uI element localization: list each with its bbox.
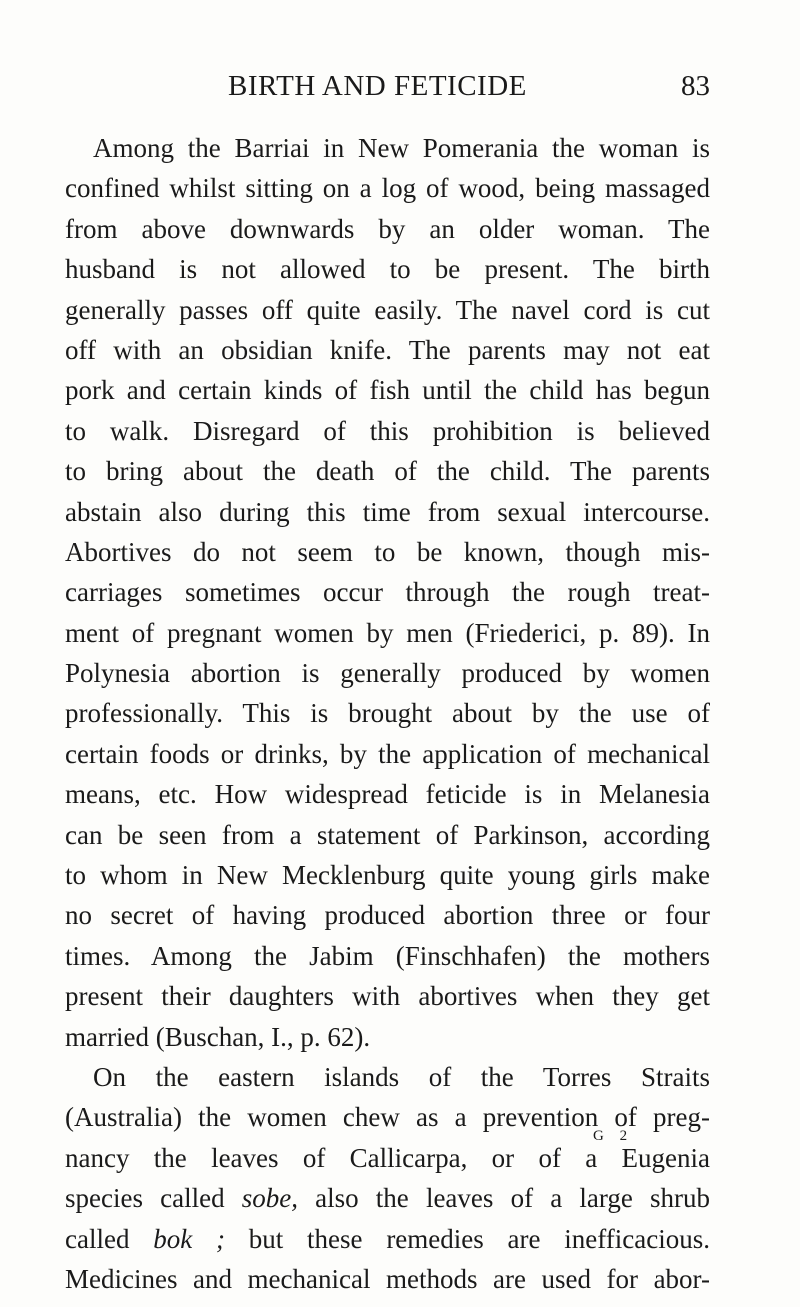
- text-line: [65, 1017, 710, 1057]
- text-line: [65, 1219, 710, 1259]
- text-segment: nancy the leaves of Callicarpa, or of a Eugenia: [65, 1142, 710, 1173]
- text-segment: times. Among the Jabim (Finschhafen) the mothers: [65, 940, 710, 971]
- text-segment: abstain also during this time from sexual intercourse.: [65, 496, 710, 527]
- text-segment: present their daughters with abortives when they get: [65, 981, 710, 1012]
- text-line: [65, 532, 710, 572]
- text-segment: to walk. Disregard of this prohibition is believed: [65, 415, 710, 446]
- text-line: [65, 168, 710, 208]
- text-segment: married (Buschan, I., p. 62).: [65, 1021, 371, 1052]
- italic-term: bok ;: [153, 1223, 225, 1254]
- body-text: [65, 128, 710, 1299]
- text-line: [65, 330, 710, 370]
- text-segment: generally passes off quite easily. The navel cord is cut: [65, 294, 710, 325]
- text-segment: called: [65, 1223, 154, 1254]
- text-line: [65, 370, 710, 410]
- text-line: [65, 290, 710, 330]
- page-number: 83: [681, 70, 710, 102]
- text-segment: certain foods or drinks, by the application of mechanical: [65, 738, 710, 769]
- text-segment: to bring about the death of the child. The parents: [65, 456, 710, 487]
- text-line: [65, 1178, 710, 1218]
- text-segment: professionally. This is brought about by the use of: [65, 698, 710, 729]
- text-segment: Abortives do not seem to be known, though mis-: [65, 536, 710, 567]
- text-line: [65, 734, 710, 774]
- text-segment: ment of pregnant women by men (Friederici, p. 89). In: [65, 617, 710, 648]
- text-line: [65, 895, 710, 935]
- text-line: [65, 1259, 710, 1299]
- text-segment: confined whilst sitting on a log of wood, being massaged: [65, 173, 710, 204]
- text-line: [65, 774, 710, 814]
- text-line: [65, 411, 710, 451]
- text-line: [65, 653, 710, 693]
- text-segment: Among the Barriai in New Pomerania the woman is: [93, 133, 710, 163]
- text-segment: husband is not allowed to be present. The birth: [65, 254, 710, 285]
- text-line: [65, 451, 710, 491]
- text-segment: but these remedies are inefficacious.: [225, 1223, 710, 1254]
- text-segment: (Australia) the women chew as a prevention of preg-: [65, 1102, 710, 1133]
- text-segment: Medicines and mechanical methods are used for abor-: [65, 1263, 710, 1294]
- text-segment: to whom in New Mecklenburg quite young girls make: [65, 860, 710, 891]
- running-title: BIRTH AND FETICIDE: [228, 70, 527, 102]
- text-line: [65, 572, 710, 612]
- page-header: [100, 70, 710, 110]
- text-segment: On the eastern islands of the Torres Straits: [93, 1061, 710, 1092]
- text-line: [65, 613, 710, 653]
- text-line: [65, 976, 710, 1016]
- text-line: [65, 209, 710, 249]
- text-segment: can be seen from a statement of Parkinson, according: [65, 819, 710, 850]
- text-line: [65, 1057, 710, 1097]
- text-segment: pork and certain kinds of fish until the child has begun: [65, 375, 710, 406]
- text-segment: no secret of having produced abortion three or four: [65, 900, 710, 931]
- text-line: [65, 815, 710, 855]
- text-line: [65, 855, 710, 895]
- text-segment: species called: [65, 1183, 242, 1214]
- text-line: [65, 693, 710, 733]
- text-line: [65, 128, 710, 168]
- text-segment: also the leaves of a large shrub: [298, 1183, 710, 1214]
- text-segment: off with an obsidian knife. The parents may not eat: [65, 334, 710, 365]
- text-segment: Polynesia abortion is generally produced by women: [65, 658, 710, 689]
- text-line: [65, 249, 710, 289]
- text-segment: means, etc. How widespread feticide is in Melanesia: [65, 779, 710, 810]
- text-segment: from above downwards by an older woman. The: [65, 213, 710, 244]
- text-line: [65, 936, 710, 976]
- italic-term: sobe,: [241, 1183, 298, 1214]
- text-segment: carriages sometimes occur through the rough treat-: [65, 577, 710, 608]
- text-line: [65, 492, 710, 532]
- signature-mark: G 2: [593, 1128, 634, 1144]
